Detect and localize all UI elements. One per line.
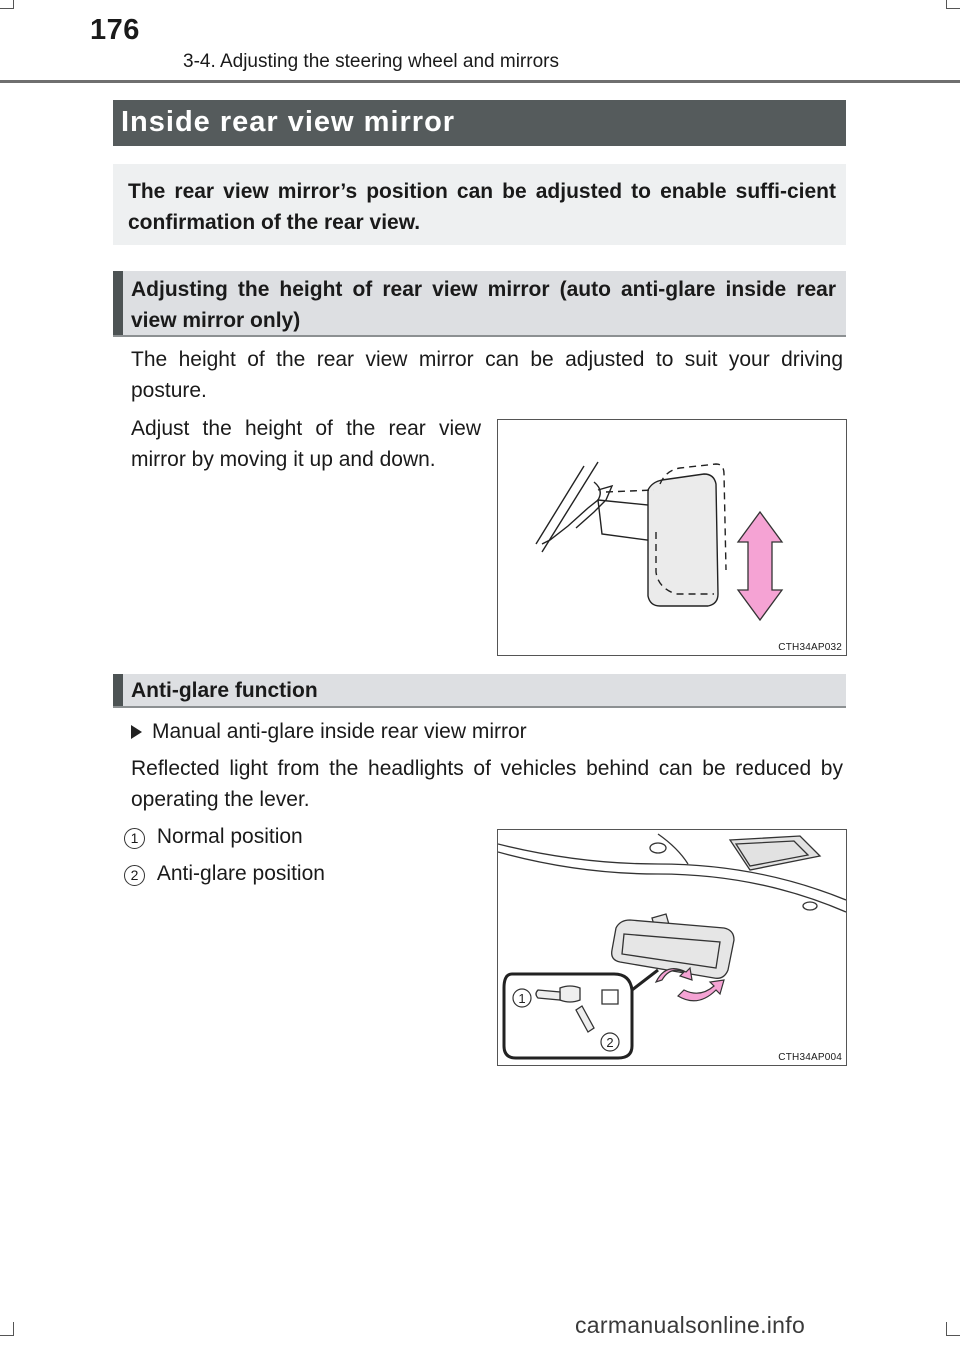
callout-2-label: 2 [606, 1035, 614, 1050]
intro-box [113, 164, 846, 245]
crop-mark [13, 1322, 14, 1336]
up-down-arrow-icon [738, 512, 782, 620]
crop-mark [946, 8, 960, 9]
paragraph-height-1: The height of the rear view mirror can be adjusted to suit your driving posture. [131, 348, 843, 402]
number-badge: 1 [124, 828, 145, 849]
subheading-anti-glare [113, 674, 846, 708]
crop-mark [0, 8, 14, 9]
page-number: 176 [90, 14, 140, 46]
crop-mark [946, 1335, 960, 1336]
subheading-accent [113, 674, 123, 706]
figure-code: CTH34AP004 [778, 1052, 842, 1063]
section-title-bar [113, 100, 846, 146]
figure-anti-glare [497, 829, 847, 1066]
figure-code: CTH34AP032 [778, 642, 842, 653]
section-title: Inside rear view mirror [121, 106, 456, 138]
subheading-text: Anti-glare function [131, 679, 318, 702]
crop-mark [0, 1335, 14, 1336]
crop-mark [946, 1322, 947, 1336]
watermark: carmanualsonline.info [575, 1312, 806, 1338]
subheading-text: Adjusting the height of rear view mirror (auto anti-glare inside rear view mirror only) [131, 278, 836, 332]
subheading-height-adjust [113, 271, 846, 337]
curved-arrow-icon [678, 980, 724, 1001]
list-item [124, 821, 303, 852]
bullet-text: Manual anti-glare inside rear view mirror [152, 720, 527, 743]
number-badge: 2 [124, 865, 145, 886]
triangle-bullet-icon [131, 725, 142, 739]
list-item-label: Normal position [156, 825, 303, 848]
crop-mark [946, 0, 947, 9]
bullet-item [131, 716, 527, 747]
running-header: 3-4. Adjusting the steering wheel and mirrors [183, 51, 559, 72]
intro-text: The rear view mirror’s position can be adjusted to enable suffi-cient confirmation of the rear view. [128, 180, 836, 234]
paragraph-anti-glare: Reflected light from the headlights of vehicles behind can be reduced by operating the lever. [131, 757, 843, 811]
subheading-accent [113, 271, 123, 335]
figure-mirror-height [497, 419, 847, 656]
paragraph-height-2: Adjust the height of the rear view mirror by moving it up and down. [131, 417, 481, 471]
header-rule [0, 80, 960, 83]
list-item [124, 858, 325, 889]
crop-mark [13, 0, 14, 9]
list-item-label: Anti-glare position [156, 862, 325, 885]
callout-1-label: 1 [518, 991, 526, 1006]
anti-glare-illustration [498, 830, 846, 1065]
mirror-height-illustration [498, 420, 846, 655]
